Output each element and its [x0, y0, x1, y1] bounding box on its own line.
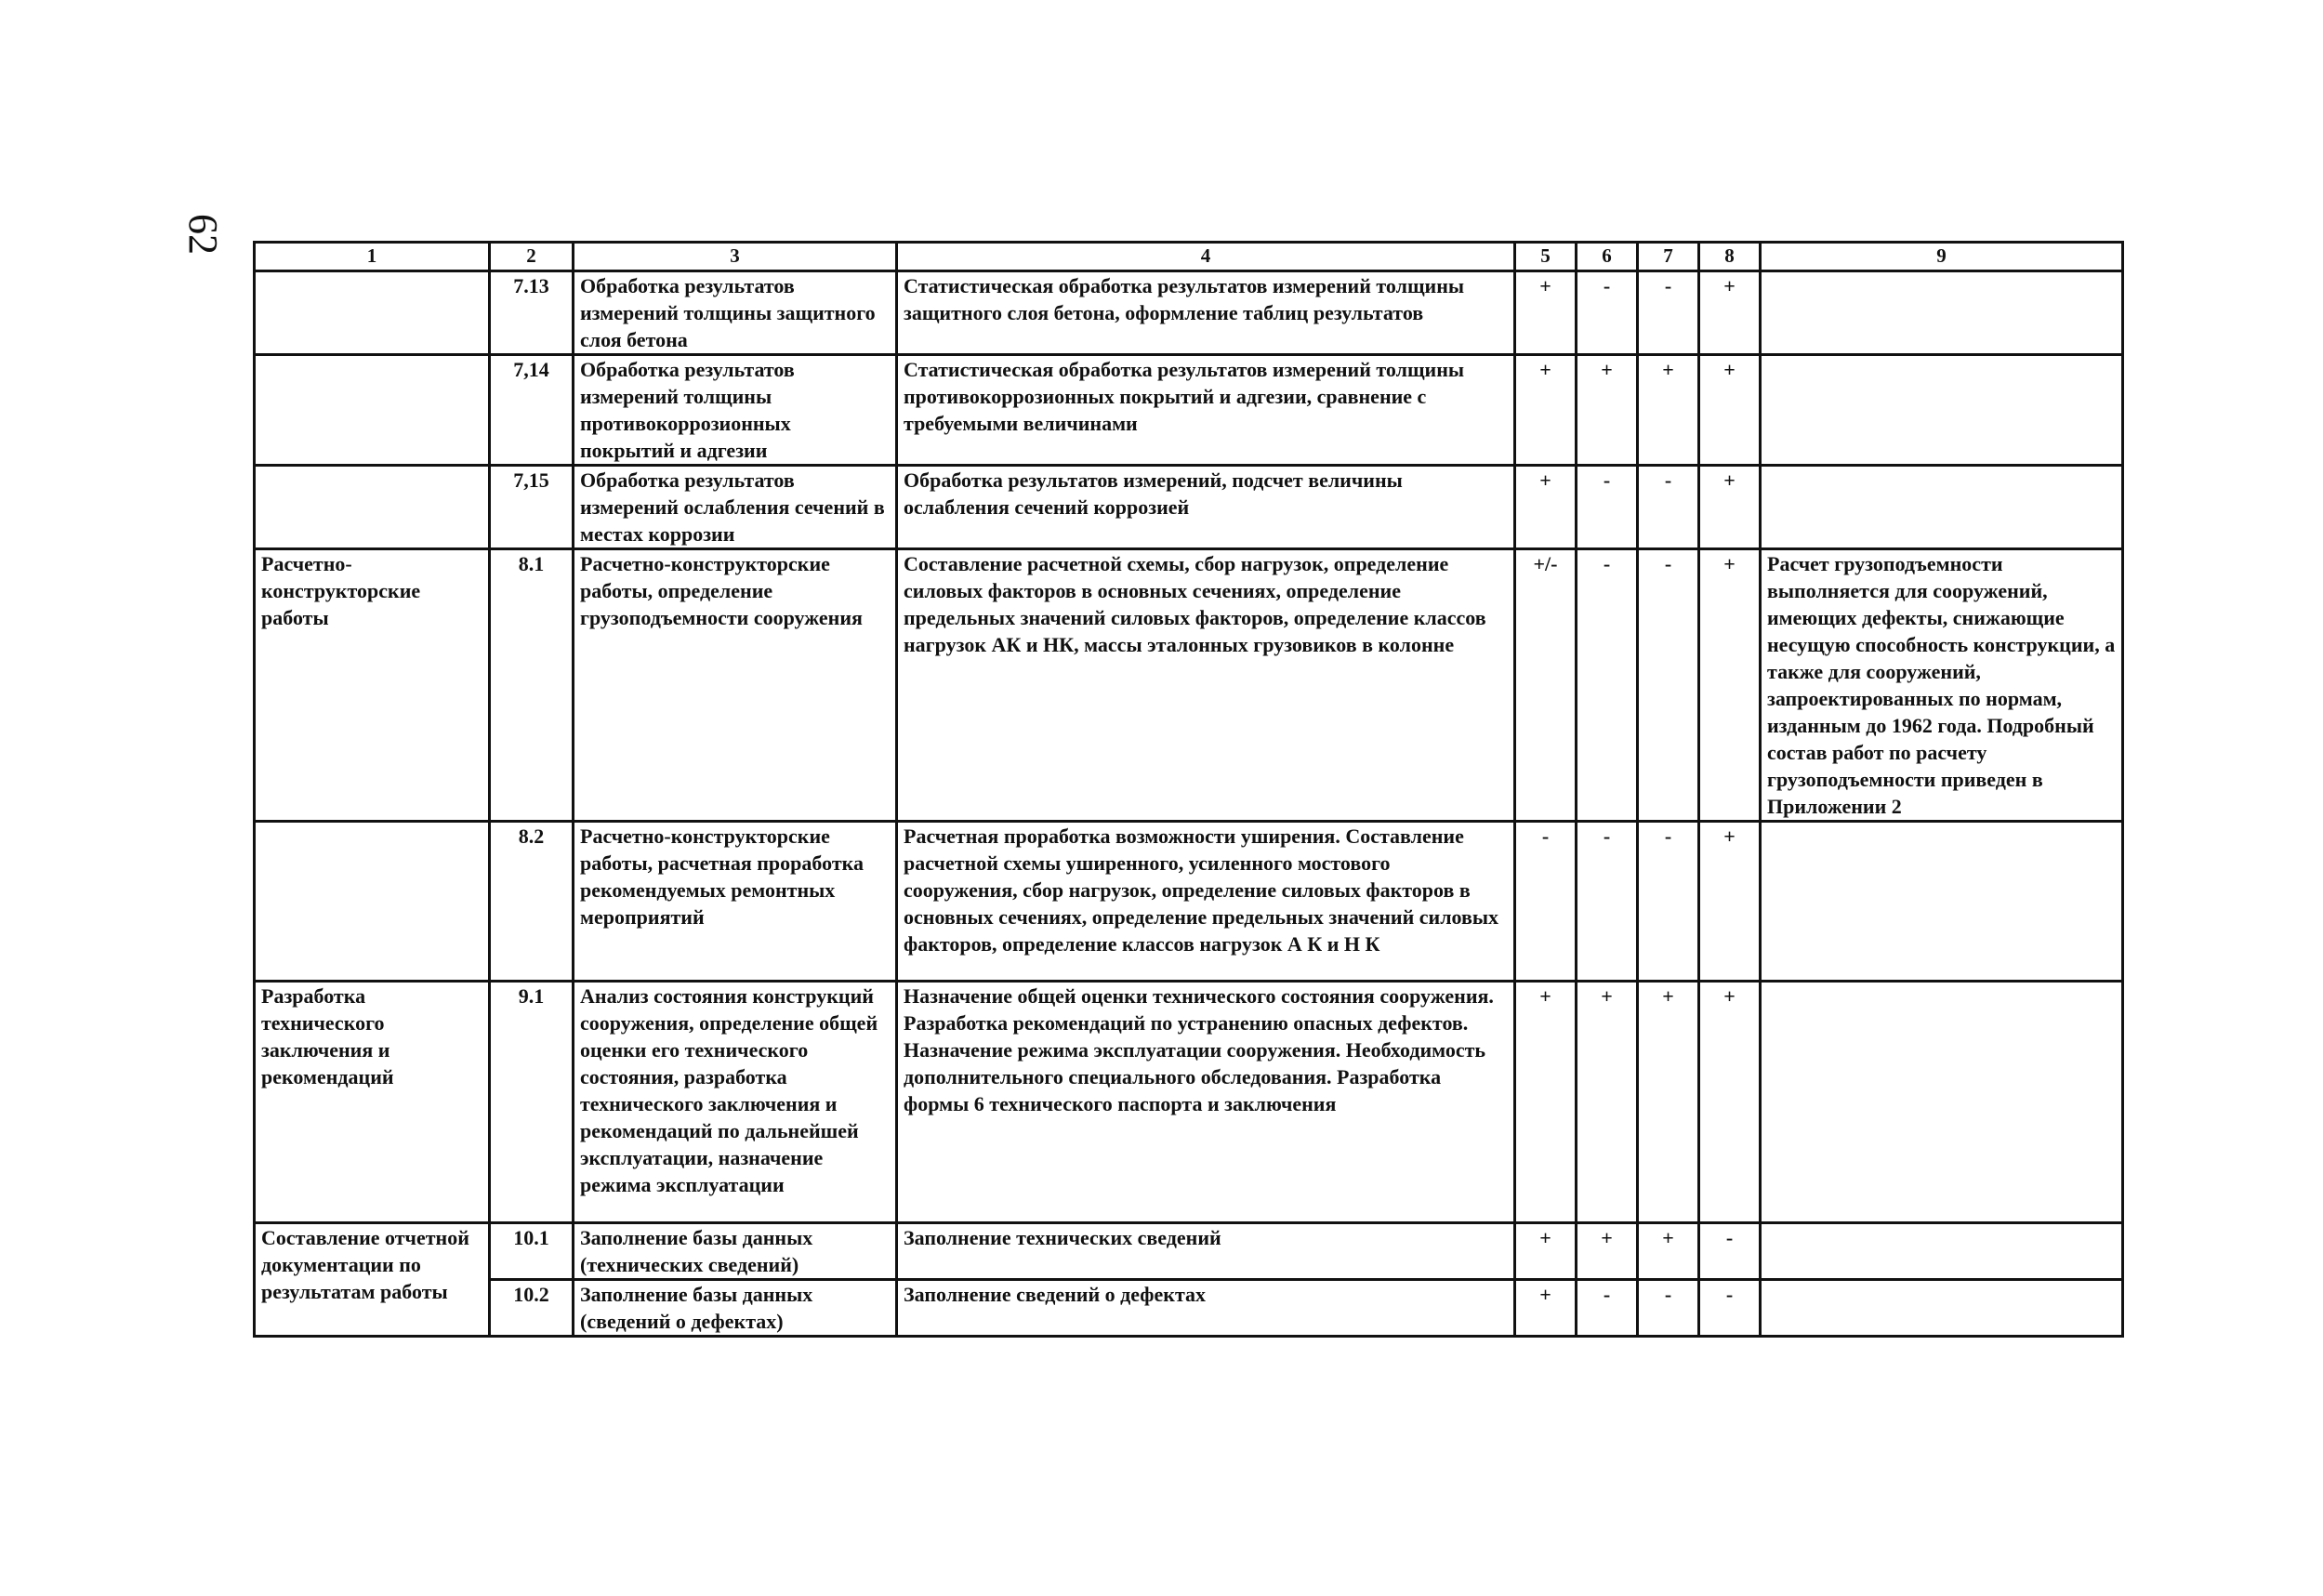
header-cell: 4 — [897, 243, 1515, 271]
item-number: 7,15 — [490, 466, 574, 549]
mark-col6: - — [1577, 549, 1638, 822]
group-cell — [255, 822, 490, 982]
mark-col6: + — [1577, 1223, 1638, 1280]
note-cell — [1761, 271, 2123, 355]
item-number: 8.1 — [490, 549, 574, 822]
table-row — [255, 1280, 2123, 1337]
item-number: 9.1 — [490, 982, 574, 1223]
mark-col5: - — [1515, 822, 1577, 982]
mark-col7: - — [1638, 1280, 1699, 1337]
work-table — [253, 241, 2124, 1338]
note-cell — [1761, 1280, 2123, 1337]
mark-col5: +/- — [1515, 549, 1577, 822]
header-cell: 5 — [1515, 243, 1577, 271]
note-cell: Расчет грузоподъемности выполняется для сооружений, имеющих дефекты, снижающие несущую способность конструкции, а также для сооружений, запроектированных по нормам, изданным до 1962 года. Подробный состав работ по расчету грузоподъемности приведен в Приложении 2 — [1761, 549, 2123, 822]
group-cell: Составление отчетной документации по результатам работы — [255, 1223, 490, 1337]
page-number: 62 — [180, 214, 226, 255]
item-number: 7.13 — [490, 271, 574, 355]
work-name: Расчетно-конструкторские работы, определение грузоподъемности сооружения — [574, 549, 897, 822]
work-content: Назначение общей оценки технического состояния сооружения. Разработка рекомендаций по устранению опасных дефектов. Назначение режима эксплуатации сооружения. Необходимость дополнительного специального обследования. Разработка формы 6 технического паспорта и заключения — [897, 982, 1515, 1223]
work-content: Заполнение технических сведений — [897, 1223, 1515, 1280]
header-cell: 9 — [1761, 243, 2123, 271]
table-row — [255, 271, 2123, 355]
item-number: 10.1 — [490, 1223, 574, 1280]
mark-col7: - — [1638, 271, 1699, 355]
work-name: Заполнение базы данных (сведений о дефектах) — [574, 1280, 897, 1337]
work-content: Статистическая обработка результатов измерений толщины противокоррозионных покрытий и адгезии, сравнение с требуемыми величинами — [897, 355, 1515, 466]
table-row — [255, 549, 2123, 822]
header-cell: 8 — [1699, 243, 1761, 271]
note-cell — [1761, 1223, 2123, 1280]
table-row — [255, 1223, 2123, 1280]
mark-col6: - — [1577, 466, 1638, 549]
mark-col7: - — [1638, 822, 1699, 982]
mark-col8: + — [1699, 355, 1761, 466]
work-content: Заполнение сведений о дефектах — [897, 1280, 1515, 1337]
table-row — [255, 466, 2123, 549]
group-cell — [255, 466, 490, 549]
table-row — [255, 982, 2123, 1223]
header-cell: 6 — [1577, 243, 1638, 271]
mark-col6: - — [1577, 1280, 1638, 1337]
work-name: Обработка результатов измерений толщины защитного слоя бетона — [574, 271, 897, 355]
mark-col8: + — [1699, 271, 1761, 355]
item-number: 10.2 — [490, 1280, 574, 1337]
table-row — [255, 355, 2123, 466]
group-cell: Разработка технического заключения и рекомендаций — [255, 982, 490, 1223]
mark-col5: + — [1515, 466, 1577, 549]
mark-col5: + — [1515, 1223, 1577, 1280]
work-content: Расчетная проработка возможности уширения. Составление расчетной схемы уширенного, усиленного мостового сооружения, сбор нагрузок, определение силовых факторов в основных сечениях, определение предельных значений силовых факторов, определение классов нагрузок А К и Н К — [897, 822, 1515, 982]
mark-col6: + — [1577, 355, 1638, 466]
mark-col8: + — [1699, 466, 1761, 549]
mark-col5: + — [1515, 355, 1577, 466]
work-content: Обработка результатов измерений, подсчет величины ослабления сечений коррозией — [897, 466, 1515, 549]
mark-col7: + — [1638, 1223, 1699, 1280]
mark-col8: + — [1699, 549, 1761, 822]
note-cell — [1761, 982, 2123, 1223]
note-cell — [1761, 355, 2123, 466]
item-number: 7,14 — [490, 355, 574, 466]
header-cell: 1 — [255, 243, 490, 271]
mark-col7: + — [1638, 355, 1699, 466]
header-cell: 3 — [574, 243, 897, 271]
mark-col7: - — [1638, 549, 1699, 822]
mark-col7: + — [1638, 982, 1699, 1223]
mark-col8: - — [1699, 1223, 1761, 1280]
note-cell — [1761, 822, 2123, 982]
work-content: Составление расчетной схемы, сбор нагрузок, определение силовых факторов в основных сечениях, определение предельных значений силовых факторов, определение классов нагрузок АК и НК, массы эталонных грузовиков в колонне — [897, 549, 1515, 822]
mark-col6: + — [1577, 982, 1638, 1223]
group-cell: Расчетно-конструкторские работы — [255, 549, 490, 822]
table-row — [255, 822, 2123, 982]
header-cell: 2 — [490, 243, 574, 271]
note-cell — [1761, 466, 2123, 549]
work-name: Заполнение базы данных (технических сведений) — [574, 1223, 897, 1280]
mark-col8: + — [1699, 822, 1761, 982]
header-cell: 7 — [1638, 243, 1699, 271]
work-name: Обработка результатов измерений ослабления сечений в местах коррозии — [574, 466, 897, 549]
mark-col5: + — [1515, 1280, 1577, 1337]
group-cell — [255, 271, 490, 355]
mark-col8: + — [1699, 982, 1761, 1223]
mark-col5: + — [1515, 271, 1577, 355]
group-cell — [255, 355, 490, 466]
work-name: Обработка результатов измерений толщины противокоррозионных покрытий и адгезии — [574, 355, 897, 466]
work-name: Расчетно-конструкторские работы, расчетная проработка рекомендуемых ремонтных мероприятий — [574, 822, 897, 982]
work-name: Анализ состояния конструкций сооружения, определение общей оценки его технического состояния, разработка технического заключения и рекомендаций по дальнейшей эксплуатации, назначение режима эксплуатации — [574, 982, 897, 1223]
mark-col7: - — [1638, 466, 1699, 549]
mark-col6: - — [1577, 822, 1638, 982]
mark-col5: + — [1515, 982, 1577, 1223]
work-content: Статистическая обработка результатов измерений толщины защитного слоя бетона, оформление таблиц результатов — [897, 271, 1515, 355]
mark-col6: - — [1577, 271, 1638, 355]
mark-col8: - — [1699, 1280, 1761, 1337]
table-header-row — [255, 243, 2123, 271]
item-number: 8.2 — [490, 822, 574, 982]
